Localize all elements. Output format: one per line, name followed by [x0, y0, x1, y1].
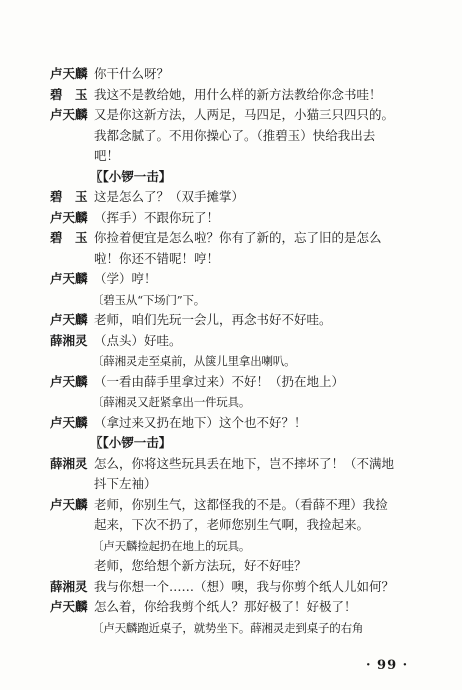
script-line	[0, 268, 462, 290]
script-line	[0, 391, 462, 413]
dialogue-text: （拿过来又扔在地下）这个也不好？！	[94, 414, 307, 430]
dialogue-text: 怎么，你将这些玩具丢在地下，岂不摔坏了！（不满地	[94, 455, 395, 471]
script-line	[0, 104, 462, 126]
dialogue-text: 我都念腻了。不用你操心了。（推碧玉）快给我出去	[94, 127, 376, 143]
script-line	[0, 350, 462, 372]
dialogue-text: 老师，你别生气，这都怪我的不是。（看薛不理）我捡	[94, 496, 388, 512]
speaker-name: 碧 玉	[50, 230, 88, 245]
dialogue-text: 我这不是教给她，用什么样的新方法教给你念书哇！	[94, 86, 382, 102]
dialogue-text: （点头）好哇。	[94, 332, 182, 348]
script-line	[0, 227, 462, 249]
script-line	[0, 63, 462, 85]
speaker-name: 卢天麟	[50, 209, 88, 225]
dialogue-text: 你捡着便宜是怎么啦？你有了新的，忘了旧的是怎么	[94, 230, 382, 245]
script-line	[0, 432, 462, 454]
dialogue-text: 老师，您给想个新方法玩，好不好哇？	[94, 558, 307, 573]
script-line	[0, 596, 462, 618]
dialogue-text: （挥手）不跟你玩了！	[94, 209, 220, 225]
stage-direction: 〔碧玉从“下场门”下。	[92, 292, 206, 307]
speaker-name: 碧 玉	[50, 189, 88, 204]
script-line	[0, 309, 462, 331]
page-number: · 99 ·	[366, 658, 409, 673]
script-line	[0, 535, 462, 557]
music-cue: 〖【小锣一击】	[90, 435, 172, 450]
script-line	[0, 289, 462, 311]
dialogue-text: 老师，咱们先玩一会儿，再念书好不好哇。	[94, 312, 332, 327]
speaker-name: 卢天麟	[50, 599, 88, 614]
script-line	[0, 145, 462, 167]
script-line	[0, 473, 462, 495]
dialogue-text: 抖下左袖）	[94, 476, 157, 491]
script-line	[0, 617, 462, 639]
speaker-name: 卢天麟	[50, 373, 88, 389]
dialogue-text: 啦！你还不错呢！哼！	[94, 250, 220, 266]
stage-direction: 〔卢天麟捡起扔在地上的玩具。	[92, 538, 251, 553]
script-line	[0, 514, 462, 536]
script-line	[0, 330, 462, 352]
dialogue-text: 又是你这新方法，人两足，马四足，小猫三只四只的。	[94, 107, 395, 122]
speaker-name: 卢天麟	[50, 107, 88, 122]
dialogue-text: 这是怎么了？（双手摊掌）	[94, 189, 245, 204]
script-line	[0, 84, 462, 106]
speaker-name: 卢天麟	[50, 271, 88, 286]
speaker-name: 卢天麟	[50, 414, 88, 430]
script-line	[0, 248, 462, 270]
speaker-name: 卢天麟	[50, 312, 88, 327]
script-line	[0, 412, 462, 434]
script-line	[0, 186, 462, 208]
script-line	[0, 207, 462, 229]
script-line	[0, 555, 462, 577]
script-line	[0, 125, 462, 147]
stage-direction: 〔卢天麟跑近桌子，就势坐下。薛湘灵走到桌子的右角	[92, 620, 364, 635]
dialogue-text: （学）哼！	[94, 271, 157, 286]
script-line	[0, 576, 462, 598]
speaker-name: 薛湘灵	[50, 332, 88, 348]
dialogue-text: 怎么着，你给我剪个纸人？那好极了！好极了！	[94, 599, 357, 614]
dialogue-text: 吧！	[94, 148, 120, 163]
script-line	[0, 166, 462, 188]
dialogue-text: 你干什么呀？	[94, 66, 170, 81]
script-line	[0, 494, 462, 516]
dialogue-text: （一看由薛手里拿过来）不好！（扔在地上）	[94, 373, 345, 389]
speaker-name: 碧 玉	[50, 86, 88, 102]
script-line	[0, 371, 462, 393]
speaker-name: 薛湘灵	[50, 578, 88, 594]
dialogue-text: 起来，下次不扔了，老师您别生气啊，我捡起来。	[94, 517, 370, 532]
script-line	[0, 453, 462, 475]
stage-direction: 〔薛湘灵又赶紧拿出一件玩具。	[92, 395, 251, 409]
speaker-name: 卢天麟	[50, 66, 88, 81]
music-cue: 〖【小锣一击】	[90, 168, 172, 184]
speaker-name: 卢天麟	[50, 496, 88, 512]
speaker-name: 薛湘灵	[50, 455, 88, 471]
dialogue-text: 我与你想一个……（想）噢，我与你剪个纸人儿如何？	[94, 578, 395, 594]
stage-direction: 〔薛湘灵走至桌前，从箧儿里拿出喇叭。	[92, 354, 296, 368]
